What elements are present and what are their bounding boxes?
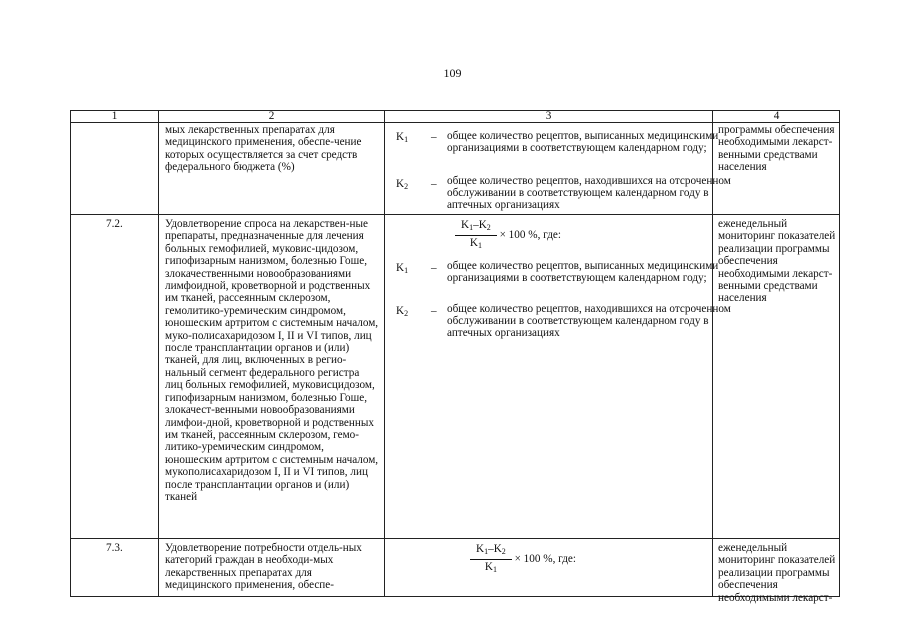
definition-dash: – bbox=[431, 262, 437, 274]
formula bbox=[455, 219, 561, 252]
formula bbox=[470, 543, 576, 576]
formula-denominator: $K_1$ bbox=[469, 237, 482, 250]
formula-fraction bbox=[455, 219, 497, 252]
definition-dash: – bbox=[431, 131, 437, 143]
formula-numerator: $K_1-K_2$ bbox=[455, 219, 497, 236]
definition-dash: – bbox=[431, 178, 437, 190]
column-header-1: 1 bbox=[111, 110, 118, 122]
row-divider-7-2 bbox=[70, 214, 840, 215]
formula-fraction bbox=[470, 543, 512, 576]
definition-symbol: $K_2$ bbox=[396, 305, 409, 318]
formula-tail: × 100 %, где: bbox=[499, 229, 561, 242]
column-header-4: 4 bbox=[773, 110, 780, 122]
indicator-text: Удовлетворение потребности отдель-ных категорий граждан в необходи-мых лекарственных препаратах для медицинского применения, обеспе- bbox=[165, 542, 362, 592]
continued-indicator-text: мых лекарственных препаратах для медицинского применения, обеспе-чение которых осуществляется за счет средств федерального бюджета (%) bbox=[165, 124, 362, 174]
definition-symbol: $K_1$ bbox=[396, 131, 409, 144]
monitoring-text: еженедельный мониторинг показателей реализации программы обеспечения необходимыми лекарст-венными средствами населения bbox=[718, 218, 836, 305]
column-divider-1 bbox=[158, 110, 159, 597]
formula-denominator: $K_1$ bbox=[484, 561, 497, 574]
definition-dash: – bbox=[431, 305, 437, 317]
definition-text: общее количество рецептов, выписанных медицинскими организациями в соответствующем календарном году; bbox=[447, 260, 719, 284]
definition-text: общее количество рецептов, находившихся на отсроченном обслуживании в соответствующем календарном году в аптечных организациях bbox=[447, 175, 731, 211]
definition-text: общее количество рецептов, выписанных медицинскими организациями в соответствующем календарном году; bbox=[447, 130, 719, 154]
column-divider-2 bbox=[384, 110, 385, 597]
monitoring-text: еженедельный мониторинг показателей реализации программы обеспечения необходимыми лекарст- bbox=[718, 542, 836, 604]
formula-numerator: $K_1-K_2$ bbox=[470, 543, 512, 560]
column-header-2: 2 bbox=[268, 110, 275, 122]
definition-text: общее количество рецептов, находившихся на отсроченном обслуживании в соответствующем календарном году в аптечных организациях bbox=[447, 303, 731, 339]
definition-symbol: $K_1$ bbox=[396, 262, 409, 275]
definition-symbol: $K_2$ bbox=[396, 178, 409, 191]
page-number: 109 bbox=[443, 66, 462, 80]
row-divider-7-3 bbox=[70, 538, 840, 539]
formula-tail: × 100 %, где: bbox=[514, 553, 576, 566]
column-header-3: 3 bbox=[545, 110, 552, 122]
monitoring-text: программы обеспечения необходимыми лекарст-венными средствами населения bbox=[718, 124, 835, 174]
row-number: 7.2. bbox=[106, 218, 123, 230]
indicator-text: Удовлетворение спроса на лекарствен-ные препараты, предназначенные для лечения больных гемофилией, муковис-цидозом, гипофизарным нанизмом, болезнью Гоше, злокачественными новообразованиями лимфоидной, кроветворной и родственных им тканей, рассеянным склерозом, гемолитико-уремическим синдромом, юношеским артритом с системным началом, муко-полисахаридозом I, II и VI типов, лиц после трансплантации органов и (или) тканей, для лиц, включенных в регио-нальный сегмент федерального регистра лиц больных гемофилией, муковисцидозом, гипофизарным нанизмом, болезнью Гоше, злокачест-венными новообразованиями лимфои-дной, кроветворной и родственных им тканей, рассеянным склерозом, гемо-литико-уремическим синдромом, юношеским артритом с системным началом, мукополисахаридозом I, II и VI типов, лиц после трансплантации органов и (или) тканей bbox=[165, 218, 379, 503]
row-number: 7.3. bbox=[106, 542, 123, 554]
